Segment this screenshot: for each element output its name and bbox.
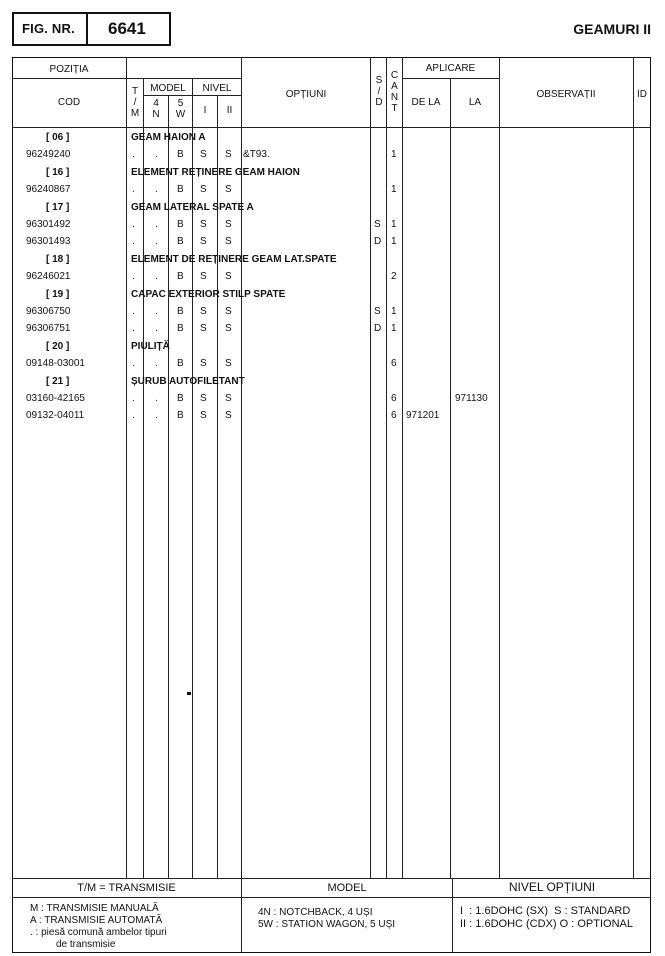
header-cant-n: N	[390, 92, 399, 103]
part-tm: .	[132, 184, 135, 195]
part-quantity: 2	[391, 271, 397, 282]
part-model-4n: .	[155, 358, 158, 369]
part-apply-from: 971201	[406, 410, 440, 421]
part-quantity: 1	[391, 184, 397, 195]
part-model-4n: .	[155, 219, 158, 230]
legend-tm-auto: A : TRANSMISIE AUTOMATĂ	[30, 915, 163, 926]
header-la: LA	[468, 97, 482, 108]
legend-tm-common-2: de transmisie	[56, 939, 116, 950]
part-side: S	[374, 219, 381, 230]
part-model-4n: .	[155, 306, 158, 317]
header-4n-letter: N	[152, 109, 160, 120]
fig-number: 6641	[108, 19, 146, 38]
header-optiuni: OPȚIUNI	[285, 89, 327, 100]
header-nivel-i: I	[203, 105, 207, 116]
section-position: [ 20 ]	[46, 341, 70, 352]
header-5w-num: 5	[177, 98, 184, 109]
header-id: ID	[637, 89, 647, 100]
part-nivel-ii: S	[225, 271, 232, 282]
col-line-model	[192, 78, 193, 878]
col-line-aplicare	[499, 57, 500, 878]
header-tm	[127, 86, 143, 119]
section-title: GEAM HAION A	[131, 132, 206, 143]
part-nivel-ii: S	[225, 323, 232, 334]
part-model-5w: B	[177, 219, 184, 230]
header-tm-m: M	[130, 108, 140, 119]
part-model-4n: .	[155, 410, 158, 421]
header-sd	[371, 75, 387, 108]
legend-tm-manual: M : TRANSMISIE MANUALĂ	[30, 903, 159, 914]
part-quantity: 1	[391, 323, 397, 334]
header-cant-t: T	[391, 103, 398, 114]
footer-title-line	[12, 897, 651, 898]
section-title: CAPAC EXTERIOR STILP SPATE	[131, 289, 286, 300]
part-apply-to: 971130	[455, 393, 488, 404]
col-line-sd	[386, 57, 387, 878]
part-nivel-i: S	[200, 184, 207, 195]
part-tm: .	[132, 393, 135, 404]
col-line-cod	[126, 57, 127, 878]
section-title: PIULIȚĂ	[131, 341, 170, 352]
header-bottom-line	[12, 127, 651, 128]
part-side: D	[374, 323, 382, 334]
col-line-observatii	[633, 57, 634, 878]
part-side: S	[374, 306, 381, 317]
part-model-5w: B	[177, 184, 184, 195]
part-nivel-i: S	[200, 393, 207, 404]
legend-tm-common: . : piesă comună ambelor tipuri	[30, 927, 167, 938]
col-line-optiuni	[370, 57, 371, 878]
header-aplicare: APLICARE	[425, 63, 476, 74]
fig-box-divider	[86, 12, 88, 46]
footer-tm-title: T/M = TRANSMISIE	[77, 882, 176, 894]
header-model-5w	[169, 98, 192, 120]
part-options: &T93.	[243, 149, 270, 160]
header-model-4n	[144, 98, 168, 120]
part-quantity: 1	[391, 306, 397, 317]
header-nivel-ii: II	[226, 105, 233, 116]
section-position: [ 16 ]	[46, 167, 70, 178]
part-tm: .	[132, 219, 135, 230]
page-title: GEAMURI II	[573, 21, 651, 37]
part-quantity: 6	[391, 410, 397, 421]
legend-nivel-ii: II : 1.6DOHC (CDX) O : OPTIONAL	[460, 918, 633, 930]
header-model: MODEL	[150, 83, 186, 94]
footer-nivel-title: NIVEL OPȚIUNI	[508, 880, 596, 894]
aplicare-divider	[402, 78, 499, 79]
part-model-5w: B	[177, 306, 184, 317]
part-nivel-i: S	[200, 410, 207, 421]
section-position: [ 21 ]	[46, 376, 70, 387]
part-side: D	[374, 236, 382, 247]
header-tm-slash: /	[133, 97, 137, 108]
model-group-top-line	[126, 78, 241, 79]
part-model-4n: .	[155, 393, 158, 404]
footer-top-line	[12, 878, 651, 879]
part-model-4n: .	[155, 271, 158, 282]
part-nivel-ii: S	[225, 306, 232, 317]
col-line-nivel	[241, 57, 242, 878]
part-nivel-i: S	[200, 236, 207, 247]
part-nivel-i: S	[200, 358, 207, 369]
part-code: 96249240	[26, 149, 71, 160]
part-nivel-i: S	[200, 323, 207, 334]
part-quantity: 1	[391, 219, 397, 230]
section-title: ELEMENT DE REȚINERE GEAM LAT.SPATE	[131, 254, 337, 265]
part-tm: .	[132, 236, 135, 247]
part-tm: .	[132, 358, 135, 369]
part-nivel-i: S	[200, 149, 207, 160]
part-quantity: 1	[391, 149, 397, 160]
header-cant-c: C	[390, 70, 399, 81]
col-line-cant	[402, 57, 403, 878]
part-nivel-ii: S	[225, 149, 232, 160]
col-line-de-la	[450, 78, 451, 878]
part-model-4n: .	[155, 149, 158, 160]
part-nivel-ii: S	[225, 358, 232, 369]
header-de-la: DE LA	[411, 97, 441, 108]
footer-model-title: MODEL	[327, 882, 367, 894]
part-tm: .	[132, 323, 135, 334]
section-title: ȘURUB AUTOFILETANT	[131, 376, 245, 387]
section-position: [ 17 ]	[46, 202, 70, 213]
header-sd-d: D	[375, 97, 383, 108]
part-nivel-ii: S	[225, 219, 232, 230]
header-nivel: NIVEL	[202, 83, 232, 94]
legend-model-5w: 5W : STATION WAGON, 5 UȘI	[258, 919, 396, 930]
section-position: [ 06 ]	[46, 132, 70, 143]
legend-nivel-i: I : 1.6DOHC (SX) S : STANDARD	[460, 905, 631, 917]
part-nivel-ii: S	[225, 236, 232, 247]
part-quantity: 6	[391, 358, 397, 369]
part-nivel-i: S	[200, 219, 207, 230]
part-tm: .	[132, 410, 135, 421]
part-model-4n: .	[155, 323, 158, 334]
part-code: 09148-03001	[26, 358, 85, 369]
header-observatii: OBSERVAȚII	[536, 89, 596, 100]
part-code: 96301492	[26, 219, 71, 230]
part-tm: .	[132, 271, 135, 282]
part-nivel-ii: S	[225, 410, 232, 421]
section-title: GEAM LATERAL SPATE A	[131, 202, 254, 213]
header-5w-letter: W	[175, 109, 186, 120]
col-line-tm	[143, 78, 144, 878]
part-model-5w: B	[177, 323, 184, 334]
section-position: [ 18 ]	[46, 254, 70, 265]
header-cant	[387, 70, 402, 114]
part-model-5w: B	[177, 410, 184, 421]
part-nivel-ii: S	[225, 393, 232, 404]
part-nivel-i: S	[200, 271, 207, 282]
table-frame	[12, 57, 651, 953]
part-model-5w: B	[177, 271, 184, 282]
header-cod: COD	[57, 97, 81, 108]
stray-mark	[187, 692, 191, 695]
part-code: 96306750	[26, 306, 71, 317]
part-model-5w: B	[177, 358, 184, 369]
part-tm: .	[132, 306, 135, 317]
part-tm: .	[132, 149, 135, 160]
part-code: 03160-42165	[26, 393, 85, 404]
part-model-5w: B	[177, 393, 184, 404]
header-cant-a: A	[391, 81, 398, 92]
part-model-5w: B	[177, 149, 184, 160]
fig-label: FIG. NR.	[22, 21, 75, 36]
legend-model-4n: 4N : NOTCHBACK, 4 UȘI	[258, 907, 373, 918]
header-tm-t: T	[131, 86, 139, 97]
part-model-4n: .	[155, 184, 158, 195]
section-position: [ 19 ]	[46, 289, 70, 300]
part-code: 96301493	[26, 236, 71, 247]
part-nivel-i: S	[200, 306, 207, 317]
part-quantity: 1	[391, 236, 397, 247]
header-sd-s: S	[375, 75, 383, 86]
header-4n-num: 4	[153, 98, 159, 109]
part-code: 96306751	[26, 323, 71, 334]
part-code: 09132-04011	[26, 410, 85, 421]
part-quantity: 6	[391, 393, 397, 404]
part-model-5w: B	[177, 236, 184, 247]
part-model-4n: .	[155, 236, 158, 247]
part-code: 96240867	[26, 184, 71, 195]
header-pozitia: POZIȚIA	[49, 64, 89, 75]
header-sd-slash: /	[377, 86, 381, 97]
part-code: 96246021	[26, 271, 71, 282]
pozitia-divider	[12, 78, 126, 79]
part-nivel-ii: S	[225, 184, 232, 195]
model-nivel-divider	[144, 95, 241, 96]
section-title: ELEMENT REȚINERE GEAM HAION	[131, 167, 300, 178]
